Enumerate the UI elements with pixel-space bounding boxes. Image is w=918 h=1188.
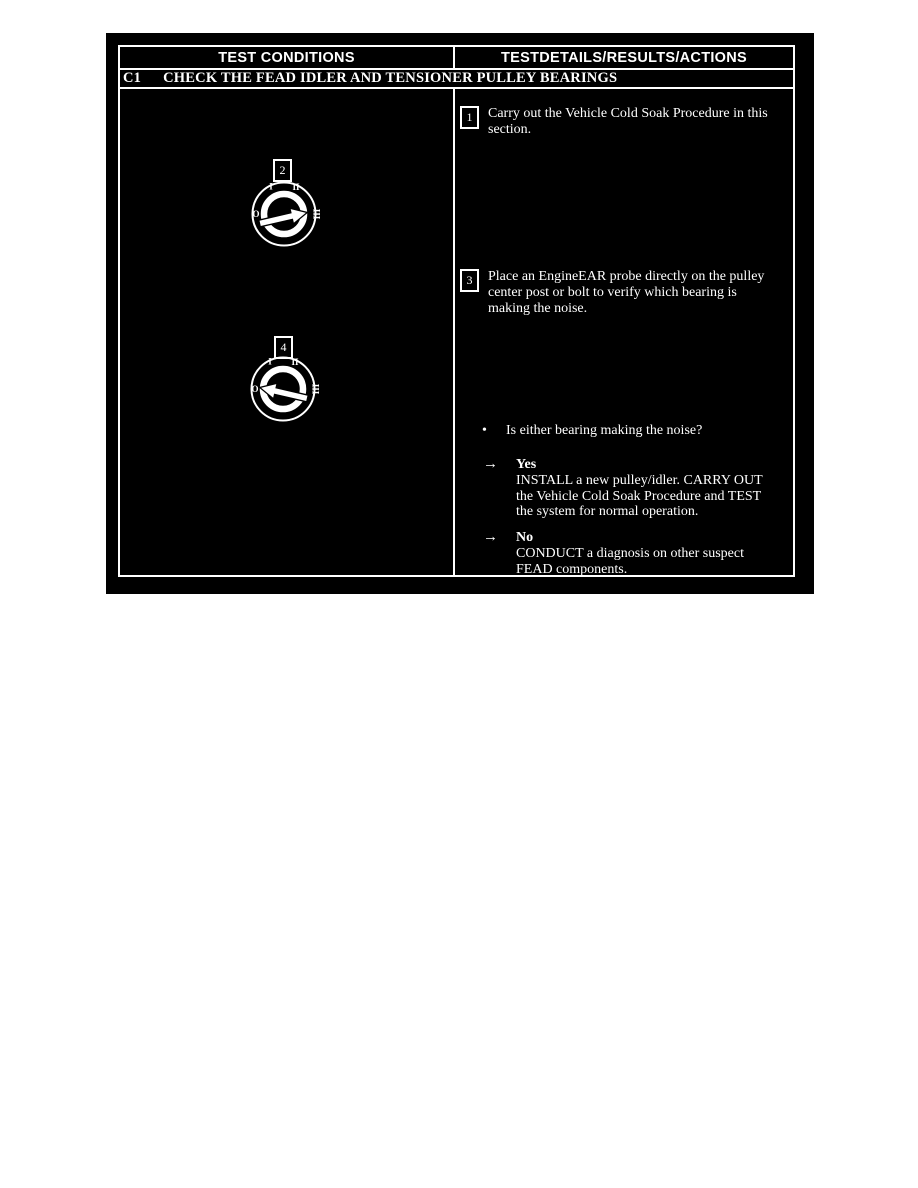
- step-3-line-1: Place an EngineEAR probe directly on the pulley: [488, 269, 765, 284]
- question-bullet: •: [482, 423, 487, 438]
- dial-position-III: III: [310, 383, 321, 395]
- step-3-line-2: center post or bolt to verify which bearing is: [488, 285, 737, 300]
- test-id: C1: [123, 70, 142, 86]
- no-action-line-1: CONDUCT a diagnosis on other suspect: [516, 546, 744, 561]
- yes-action-line-2: the Vehicle Cold Soak Procedure and TEST: [516, 488, 762, 504]
- dial-position-II: II: [292, 182, 300, 192]
- test-title: CHECK THE FEAD IDLER AND TENSIONER PULLEY BEARINGS: [163, 70, 618, 86]
- test-details-cell: [455, 89, 793, 575]
- step-1-line-1: Carry out the Vehicle Cold Soak Procedure in this: [488, 106, 768, 121]
- no-result-arrow-icon: →: [483, 529, 498, 545]
- step-3-line-3: making the noise.: [488, 301, 588, 316]
- header-test-conditions: TEST CONDITIONS: [120, 47, 455, 68]
- dial-position-O: O: [251, 384, 259, 394]
- dial-position-III: III: [311, 208, 322, 220]
- no-result-label: No: [516, 530, 534, 545]
- header-test-details-results-actions: TESTDETAILS/RESULTS/ACTIONS: [500, 49, 747, 66]
- diagnostic-table: [118, 45, 795, 577]
- step-number-1: 1: [460, 106, 479, 129]
- table-header-row: [120, 47, 793, 70]
- test-conditions-cell: [120, 89, 455, 575]
- dial-position-I: I: [269, 181, 273, 192]
- step-number-3: 3: [460, 269, 479, 292]
- dial-position-I: I: [268, 356, 272, 367]
- dial-position-II: II: [291, 357, 299, 367]
- test-step-title-row: [120, 70, 793, 89]
- dial-position-O: O: [252, 209, 260, 219]
- step-3-text: [488, 269, 764, 317]
- ignition-switch-dial-start: [243, 173, 325, 255]
- no-result-action: [516, 546, 744, 577]
- yes-result-action: [516, 473, 763, 520]
- table-body-row: [120, 89, 793, 575]
- step-1-text: [488, 106, 768, 138]
- yes-result-arrow-icon: →: [483, 456, 498, 472]
- yes-action-line-3: the system for normal operation.: [516, 504, 699, 519]
- ignition-switch-dial-off: [242, 348, 324, 430]
- yes-result-label: Yes: [516, 457, 537, 472]
- no-action-line-2: FEAD components.: [516, 561, 628, 577]
- black-page-frame: [106, 33, 814, 594]
- step-1-line-2: section.: [488, 122, 532, 137]
- figure-step-number-2: 2: [273, 159, 292, 182]
- figure-step-number-4: 4: [274, 336, 293, 359]
- question-text: Is either bearing making the noise?: [506, 423, 703, 438]
- yes-action-line-1: INSTALL a new pulley/idler. CARRY OUT: [516, 473, 763, 488]
